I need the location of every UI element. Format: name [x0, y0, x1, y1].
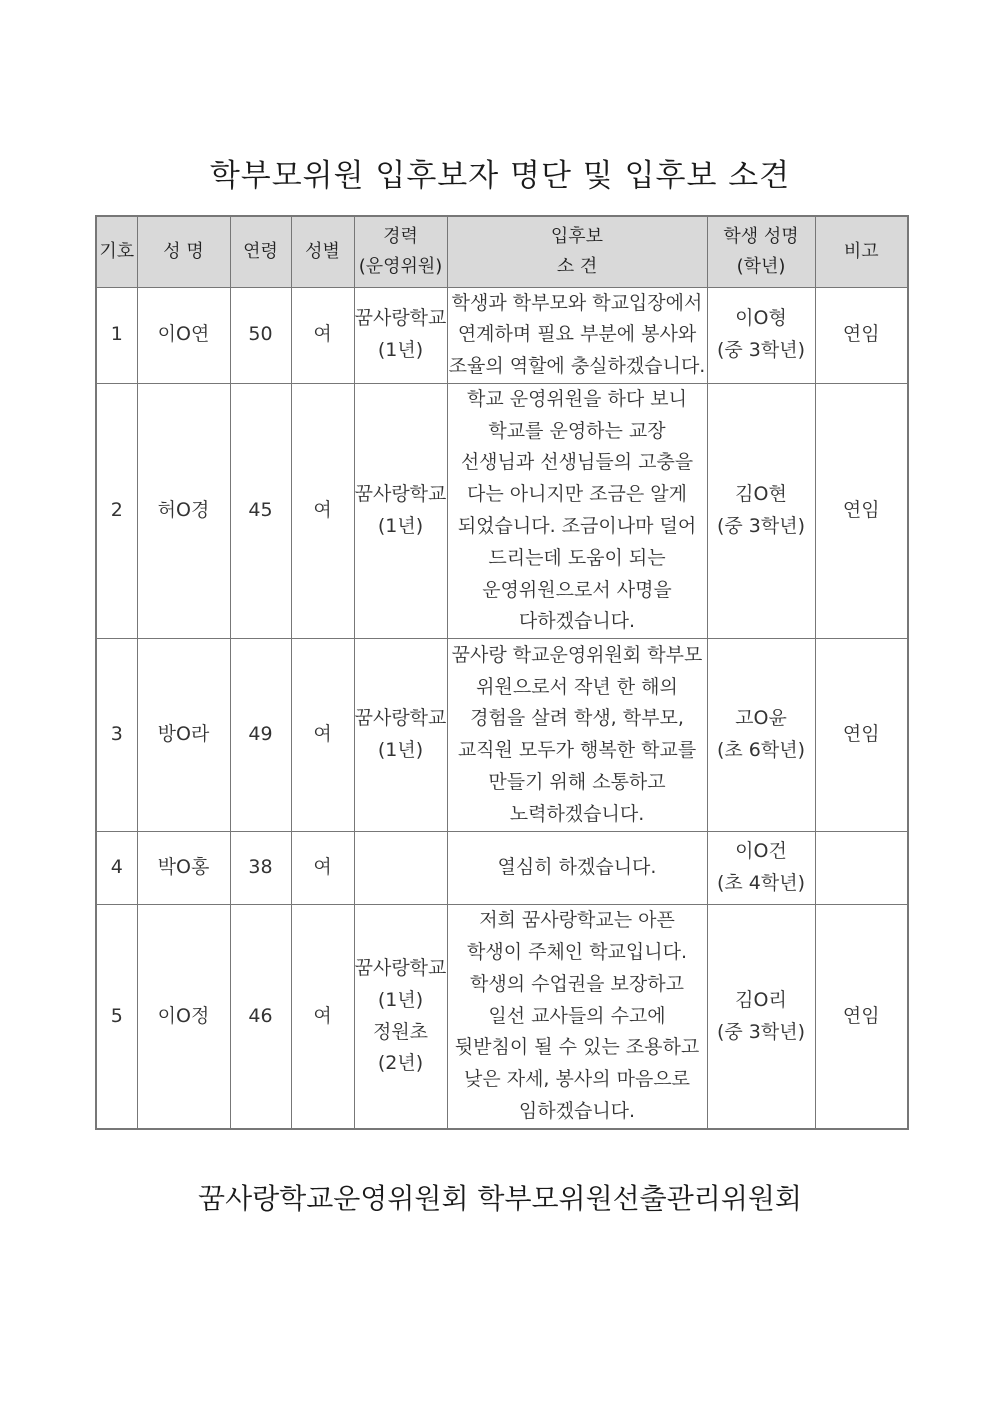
- cell-no: 3: [96, 639, 137, 832]
- header-student: 학생 성명 (학년): [707, 216, 815, 287]
- cell-career: 꿈사랑학교 (1년) 정원초 (2년): [354, 905, 447, 1129]
- cell-gender: 여: [291, 832, 354, 905]
- cell-student: 김O현 (중 3학년): [707, 383, 815, 638]
- cell-student: 김O리 (중 3학년): [707, 905, 815, 1129]
- cell-gender: 여: [291, 639, 354, 832]
- cell-note: 연임: [815, 905, 908, 1129]
- cell-no: 4: [96, 832, 137, 905]
- table-row: [96, 287, 908, 383]
- table-row: [96, 639, 908, 832]
- cell-name: 방O라: [137, 639, 230, 832]
- cell-career: 꿈사랑학교 (1년): [354, 383, 447, 638]
- table-row: [96, 832, 908, 905]
- cell-opinion: 학교 운영위원을 하다 보니 학교를 운영하는 교장 선생님과 선생님들의 고충을 다는 아니지만 조금은 알게 되었습니다. 조금이나마 덜어 드리는데 도움이 되는 운영위원으로서 사명을 다하겠습니다.: [447, 383, 707, 638]
- header-name: 성 명: [137, 216, 230, 287]
- cell-career: 꿈사랑학교 (1년): [354, 287, 447, 383]
- header-no: 기호: [96, 216, 137, 287]
- cell-age: 46: [230, 905, 291, 1129]
- committee-signature: 꿈사랑학교운영위원회 학부모위원선출관리위원회: [198, 1182, 802, 1215]
- cell-opinion: 열심히 하겠습니다.: [447, 832, 707, 905]
- cell-gender: 여: [291, 287, 354, 383]
- cell-opinion: 꿈사랑 학교운영위원회 학부모 위원으로서 작년 한 해의 경험을 살려 학생, 학부모, 교직원 모두가 행복한 학교를 만들기 위해 소통하고 노력하겠습니다.: [447, 639, 707, 832]
- cell-no: 1: [96, 287, 137, 383]
- table-header-row: [96, 216, 908, 287]
- cell-name: 박O홍: [137, 832, 230, 905]
- cell-no: 2: [96, 383, 137, 638]
- cell-student: 이O건 (초 4학년): [707, 832, 815, 905]
- cell-name: 허O경: [137, 383, 230, 638]
- cell-note: [815, 832, 908, 905]
- cell-gender: 여: [291, 905, 354, 1129]
- candidate-table: [95, 215, 909, 1130]
- cell-opinion: 학생과 학부모와 학교입장에서 연계하며 필요 부분에 봉사와 조율의 역할에 충실하겠습니다.: [447, 287, 707, 383]
- cell-student: 이O형 (중 3학년): [707, 287, 815, 383]
- cell-gender: 여: [291, 383, 354, 638]
- cell-age: 38: [230, 832, 291, 905]
- header-age: 연령: [230, 216, 291, 287]
- header-note: 비고: [815, 216, 908, 287]
- cell-note: 연임: [815, 383, 908, 638]
- cell-no: 5: [96, 905, 137, 1129]
- cell-name: 이O연: [137, 287, 230, 383]
- document-title: 학부모위원 입후보자 명단 및 입후보 소견: [209, 158, 791, 194]
- cell-age: 49: [230, 639, 291, 832]
- header-career: 경력 (운영위원): [354, 216, 447, 287]
- cell-career: [354, 832, 447, 905]
- cell-student: 고O윤 (초 6학년): [707, 639, 815, 832]
- cell-note: 연임: [815, 287, 908, 383]
- cell-note: 연임: [815, 639, 908, 832]
- cell-age: 45: [230, 383, 291, 638]
- cell-career: 꿈사랑학교 (1년): [354, 639, 447, 832]
- table-row: [96, 905, 908, 1129]
- header-gender: 성별: [291, 216, 354, 287]
- cell-opinion: 저희 꿈사랑학교는 아픈 학생이 주체인 학교입니다. 학생의 수업권을 보장하고 일선 교사들의 수고에 뒷받침이 될 수 있는 조용하고 낮은 자세, 봉사의 마음으로 임하겠습니다.: [447, 905, 707, 1129]
- cell-age: 50: [230, 287, 291, 383]
- header-opinion: 입후보 소 견: [447, 216, 707, 287]
- cell-name: 이O정: [137, 905, 230, 1129]
- table-row: [96, 383, 908, 638]
